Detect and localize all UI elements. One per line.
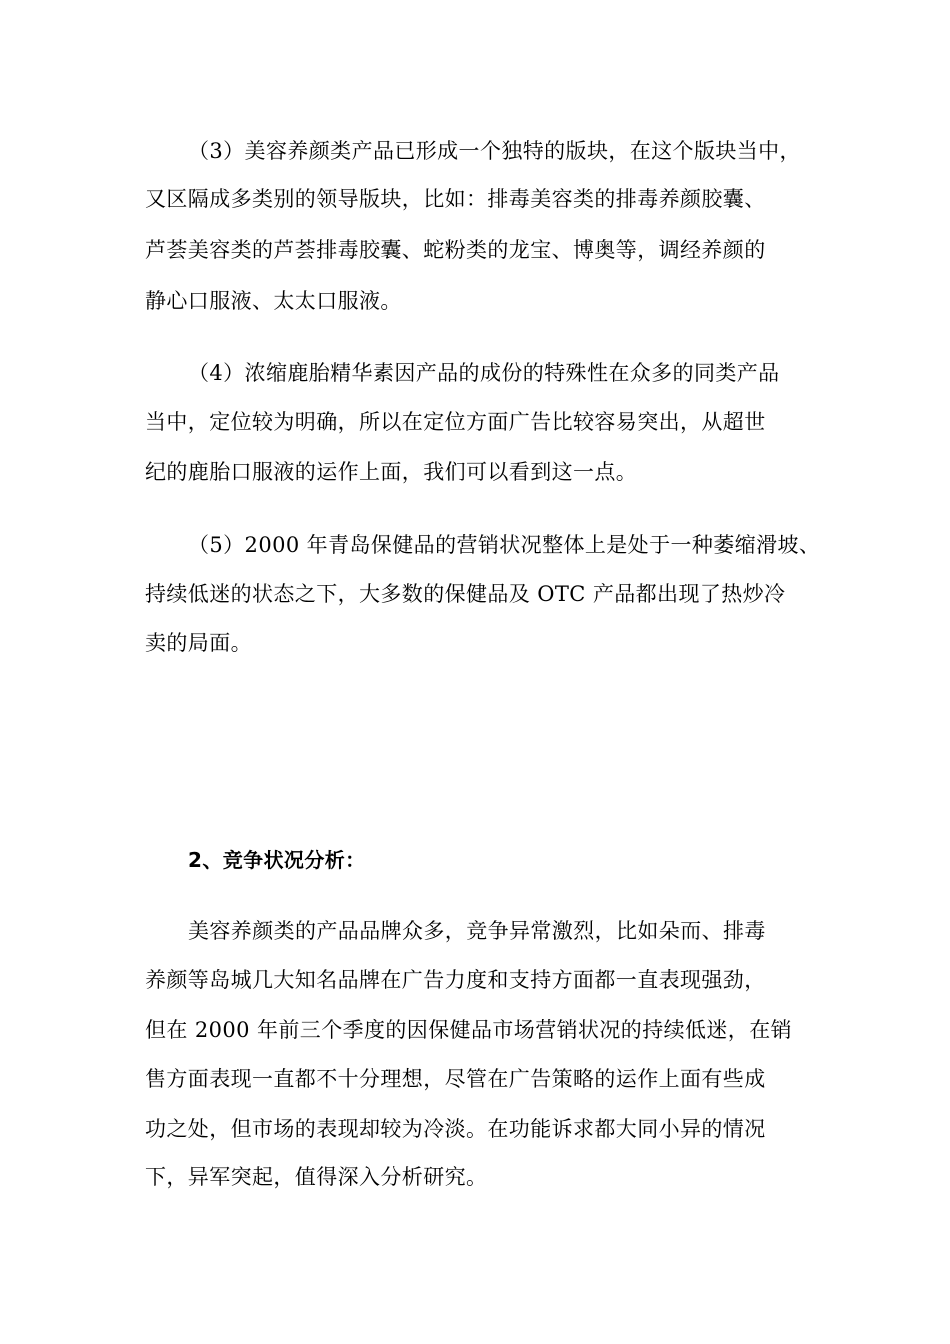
paragraph-line: 当中，定位较为明确，所以在定位方面广告比较容易突出，从超世 xyxy=(145,410,766,434)
paragraph-line: （4）浓缩鹿胎精华素因产品的成份的特殊性在众多的同类产品 xyxy=(188,361,780,385)
paragraph-line: （3）美容养颜类产品已形成一个独特的版块，在这个版块当中， xyxy=(188,139,801,163)
paragraph-line: 下，异军突起，值得深入分析研究。 xyxy=(145,1165,488,1189)
paragraph-line: 美容养颜类的产品品牌众多，竞争异常激烈，比如朵而、排毒 xyxy=(188,919,766,943)
paragraph-line: 持续低迷的状态之下，大多数的保健品及 OTC 产品都出现了热炒冷 xyxy=(145,582,786,606)
paragraph-line: 静心口服液、太太口服液。 xyxy=(145,289,402,313)
paragraph-line: 养颜等岛城几大知名品牌在广告力度和支持方面都一直表现强劲， xyxy=(145,968,766,992)
paragraph-line: 又区隔成多类别的领导版块，比如：排毒美容类的排毒养颜胶囊、 xyxy=(145,187,766,211)
paragraph-line: 卖的局面。 xyxy=(145,631,252,655)
paragraph-line: 纪的鹿胎口服液的运作上面，我们可以看到这一点。 xyxy=(145,460,638,484)
paragraph-line: 售方面表现一直都不十分理想，尽管在广告策略的运作上面有些成 xyxy=(145,1067,766,1091)
section-heading: 2、竞争状况分析： xyxy=(188,848,366,872)
paragraph-line: 芦荟美容类的芦荟排毒胶囊、蛇粉类的龙宝、博奥等，调经养颜的 xyxy=(145,238,766,262)
paragraph-line: 功之处，但市场的表现却较为冷淡。在功能诉求都大同小异的情况 xyxy=(145,1117,766,1141)
paragraph-line: （5）2000 年青岛保健品的营销状况整体上是处于一种萎缩滑坡、 xyxy=(188,533,821,557)
paragraph-line: 但在 2000 年前三个季度的因保健品市场营销状况的持续低迷，在销 xyxy=(145,1018,792,1042)
